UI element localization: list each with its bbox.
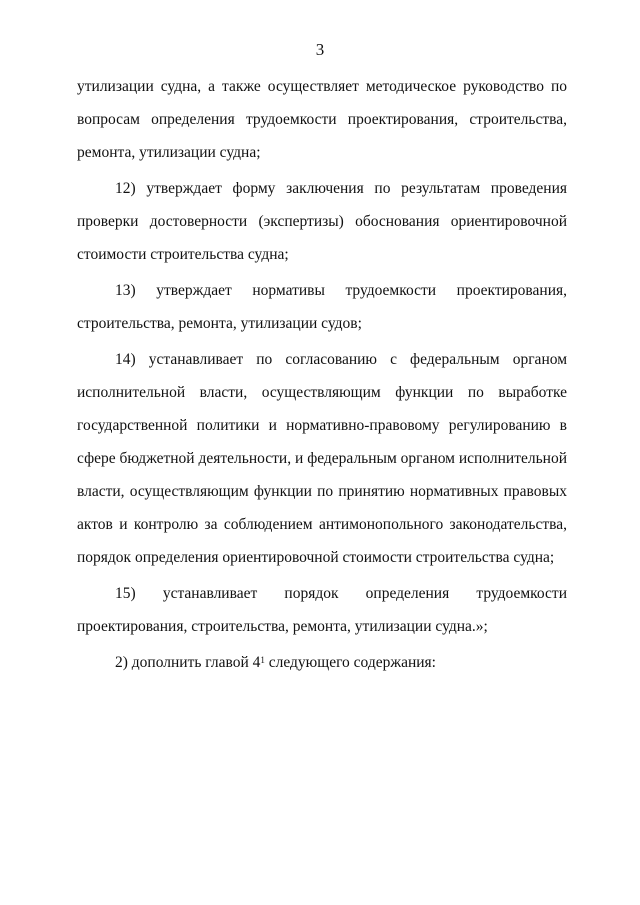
paragraph-item-13: 13) утверждает нормативы трудоемкости проектирования, строительства, ремонта, утилизации судов; xyxy=(77,282,567,332)
amendment-text-after: следующего содержания: xyxy=(264,654,436,671)
paragraph-item-14: 14) устанавливает по согласованию с федеральным органом исполнительной власти, осуществляющим функции по выработке государственной политики и нормативно-правовому регулированию в сфере бюджетной деятельности, и федеральным органом исполнительной власти, осуществляющим функции по принятию нормативных правовых актов и контролю за соблюдением антимонопольного законодательства, порядок определения ориентировочной стоимости строительства судна; xyxy=(77,351,567,566)
page-number: 3 xyxy=(315,40,325,59)
paragraph-amendment-2 xyxy=(77,646,567,679)
paragraph-item-15: 15) устанавливает порядок определения трудоемкости проектирования, строительства, ремонта, утилизации судна.»; xyxy=(77,585,567,635)
paragraph-continuation: утилизации судна, а также осуществляет методическое руководство по вопросам определения трудоемкости проектирования, строительства, ремонта, утилизации судна; xyxy=(77,78,567,161)
amendment-text-before: 2) дополнить главой 4 xyxy=(115,654,261,671)
chapter-superscript: 1 xyxy=(260,655,265,665)
paragraph-item-12: 12) утверждает форму заключения по результатам проведения проверки достоверности (экспертизы) обоснования ориентировочной стоимости строительства судна; xyxy=(77,180,567,263)
document-body xyxy=(77,70,567,682)
